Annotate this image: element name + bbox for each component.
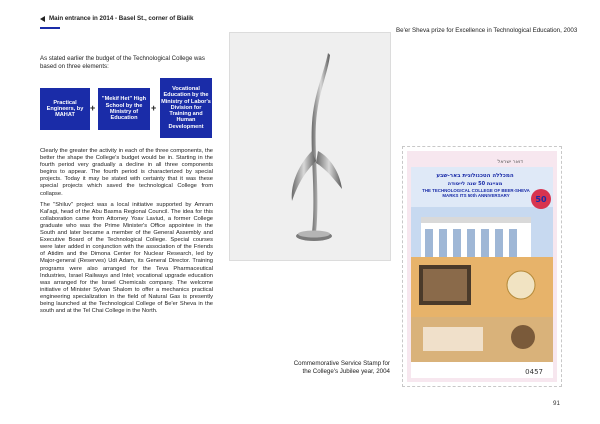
caption-text: Main entrance in 2014 - Basel St., corner of Bialik bbox=[49, 15, 194, 22]
stamp-hebrew-subtitle: מציינת 50 שנה לייסודה bbox=[447, 181, 503, 187]
paragraph: Clearly the greater the activity in each of the three components, the better the shape the College's budget would be in. Starting in the fourth period very gradually a decline in all three components begins to appear. The fourth period is characterized by special projects. Today it may be stated with certainty that it was these special projects which saved the technological College from collapse. bbox=[40, 148, 213, 197]
arrow-left-icon bbox=[40, 16, 45, 22]
stamp-artwork bbox=[403, 147, 561, 386]
commemorative-stamp bbox=[402, 146, 562, 387]
sculpture-illustration bbox=[230, 33, 390, 260]
stamp-badge: 50 bbox=[535, 195, 547, 204]
stamp-hebrew-title: המכללה הטכנולוגית באר-שבע bbox=[436, 173, 514, 179]
plus-sign: + bbox=[151, 103, 157, 113]
page-number: 91 bbox=[553, 400, 560, 407]
paragraph: The "Shiluv" project was a local initiative supported by Amram Kal'agi, head of the Abu Basma Regional Council. The idea for this collaboration came from Attorney Yoav Laviud, a former College graduate who was the Prime Minister's Office appointee in the South and later became a member of the General Assembly and Executive Board of the Technological College. Special courses were later added in conjunction with the association of the Friends of Atidim and the Dimona Center for Nuclear Research, led by Major-general (Reserves) Udi Adam, its General Director. Training programs were also arranged for the Teva Pharmaceutical Industries, Israel Railways and Intel; vocational upgrade education was arranged for the Israel Chemicals company. The welcome initiative of Minister Sylvan Shalom to offer a mechanics practical engineering specialization in the field of Natural Gas is presently being launched at the Technological College of Be'er Sheva in the south and at the Tel Chai College in the North. bbox=[40, 201, 213, 315]
budget-elements bbox=[40, 78, 212, 138]
intro-text: As stated earlier the budget of the Technological College was based on three elements: bbox=[40, 55, 205, 70]
plus-sign: + bbox=[90, 103, 96, 113]
stamp-english-title: THE TECHNOLOGICAL COLLEGE OF BEER-SHEVA MARKS ITS 50th ANNIVERSARY bbox=[422, 188, 530, 199]
stamp-hebrew-top: דואר ישראל bbox=[497, 159, 523, 165]
element-box-mekif-het: "Mekif Het" High School by the Ministry of Education bbox=[98, 88, 150, 130]
element-box-mahat: Practical Engineers, by MAHAT bbox=[40, 88, 90, 130]
accent-rule bbox=[40, 27, 60, 29]
caption-prize: Be'er Sheva prize for Excellence in Technological Education, 2003 bbox=[396, 27, 578, 34]
caption-stamp: Commemorative Service Stamp for the College's Jubilee year, 2004 bbox=[293, 360, 390, 375]
photo-caption-main-entrance bbox=[40, 15, 193, 22]
stamp-serial: 0457 bbox=[525, 368, 543, 376]
prize-sculpture-photo bbox=[229, 32, 391, 261]
body-text bbox=[40, 148, 213, 319]
element-box-vocational: Vocational Education by the Ministry of Labor's Division for Training and Human Development bbox=[160, 78, 212, 138]
